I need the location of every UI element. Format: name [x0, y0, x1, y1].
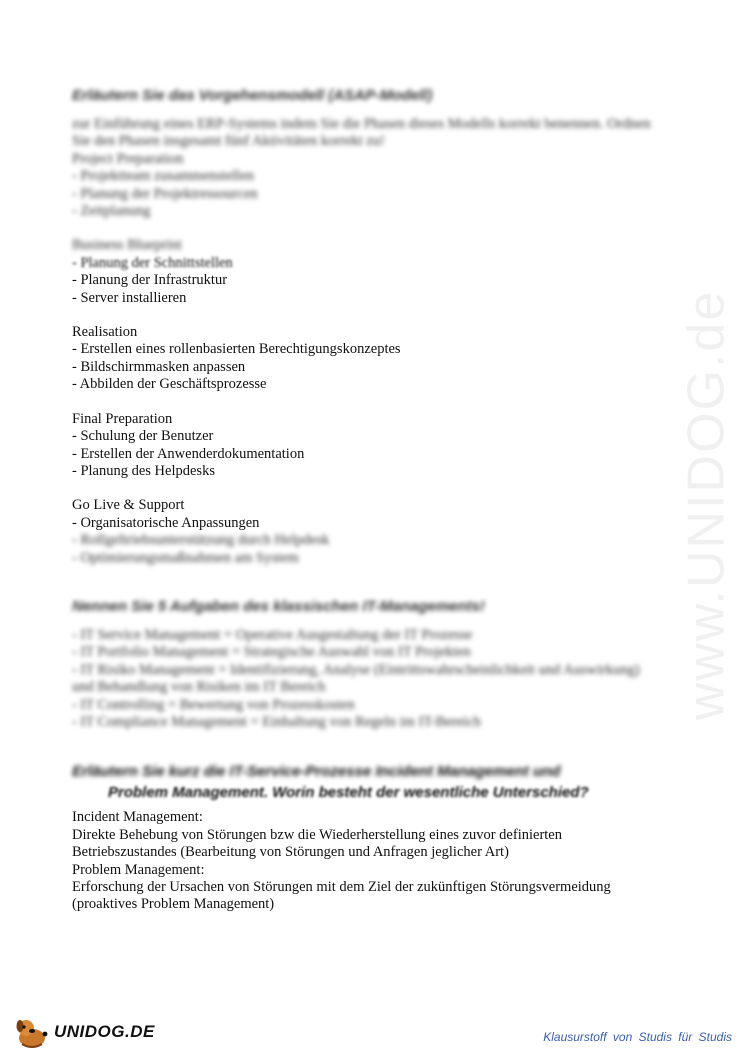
unidog-logo [12, 1014, 155, 1050]
answer-line: Problem Management: [72, 861, 205, 878]
phase-item: - Server installieren [72, 289, 187, 306]
task-item: und Behandlung von Risiken im IT Bereich [72, 679, 326, 696]
task-item: - IT Service Management = Operative Ausgestaltung der IT Prozesse [72, 626, 473, 643]
answer-line: Betriebszustandes (Bearbeitung von Störungen und Anfragen jeglicher Art) [72, 844, 509, 861]
section2-heading: Nennen Sie 5 Aufgaben des klassischen IT-Managements! [72, 597, 485, 615]
task-item: - IT Risiko Management = Identifizierung, Analyse (Eintrittswahrscheinlichkeit und Auswirkung) [72, 661, 640, 678]
phase-title: Go Live & Support [72, 497, 185, 514]
section1-intro-line: zur Einführung eines ERP-Systems indem Sie die Phasen dieses Modells korrekt benennen. Ordnen [72, 116, 651, 132]
phase-item: - Zeitplanung [72, 203, 151, 220]
section1-intro-line: Sie den Phasen insgesamt fünf Aktivitäten korrekt zu! [72, 133, 385, 150]
phase-title: Final Preparation [72, 410, 173, 427]
section3-heading-line2: Problem Management. Worin besteht der wesentliche Unterschied? [108, 784, 589, 802]
watermark: www.UNIDOG.de [677, 289, 735, 721]
phase-item: - Planung der Projektressourcen [72, 185, 258, 202]
section1-heading: Erläutern Sie das Vorgehensmodell (ASAP-Modell) [72, 87, 433, 104]
answer-line: (proaktives Problem Management) [72, 896, 275, 913]
logo-text: UNIDOG.DE [54, 1022, 155, 1041]
spacer [72, 220, 692, 237]
phase-item: - Schulung der Benutzer [72, 428, 214, 445]
phase-item: - Optimierungsmaßnahmen am System [72, 549, 299, 566]
phase-title: Realisation [72, 324, 138, 341]
phase-item: - Erstellen der Anwenderdokumentation [72, 445, 305, 462]
spacer [72, 731, 692, 761]
phase-item: - Planung der Schnittstellen [72, 254, 233, 271]
phase-item: - Bildschirmmasken anpassen [72, 358, 246, 375]
answer-line: Erforschung der Ursachen von Störungen mit dem Ziel der zukünftigen Störungsvermeidung [72, 879, 611, 895]
spacer [72, 394, 692, 411]
section3-heading-line1: Erläutern Sie kurz die IT-Service-Prozesse Incident Management und [72, 763, 561, 781]
phase-title: Business Blueprint [72, 237, 182, 254]
task-item: - IT Compliance Management = Einhaltung von Regeln im IT-Bereich [72, 713, 481, 730]
spacer [72, 480, 692, 497]
phase-item: - Erstellen eines rollenbasierten Berechtigungskonzeptes [72, 341, 401, 358]
phase-item: - Projektteam zusammenstellen [72, 168, 255, 185]
dog-mascot-icon [12, 1014, 52, 1050]
document-body [72, 86, 692, 914]
task-item: - IT Portfolio Management = Strategische Auswahl von IT Projekten [72, 644, 471, 661]
phase-item: - Abbilden der Geschäftsprozesse [72, 376, 267, 393]
spacer [72, 307, 692, 324]
spacer [72, 567, 692, 597]
answer-line: Direkte Behebung von Störungen bzw die Wiederherstellung eines zuvor definierten [72, 826, 562, 843]
answer-line: Incident Management: [72, 809, 203, 826]
footer-tagline: Klausurstoff von Studis für Studis [543, 1030, 732, 1044]
phase-item: - Rollgeltriebsunterstützung durch Helpdesk [72, 532, 330, 549]
phase-item: - Planung des Helpdesks [72, 462, 215, 479]
phase-title: Project Preparation [72, 150, 184, 167]
phase-item: - Planung der Infrastruktur [72, 272, 228, 289]
task-item: - IT Controlling = Bewertung von Prozesskosten [72, 696, 355, 713]
phase-item: - Organisatorische Anpassungen [72, 514, 260, 531]
